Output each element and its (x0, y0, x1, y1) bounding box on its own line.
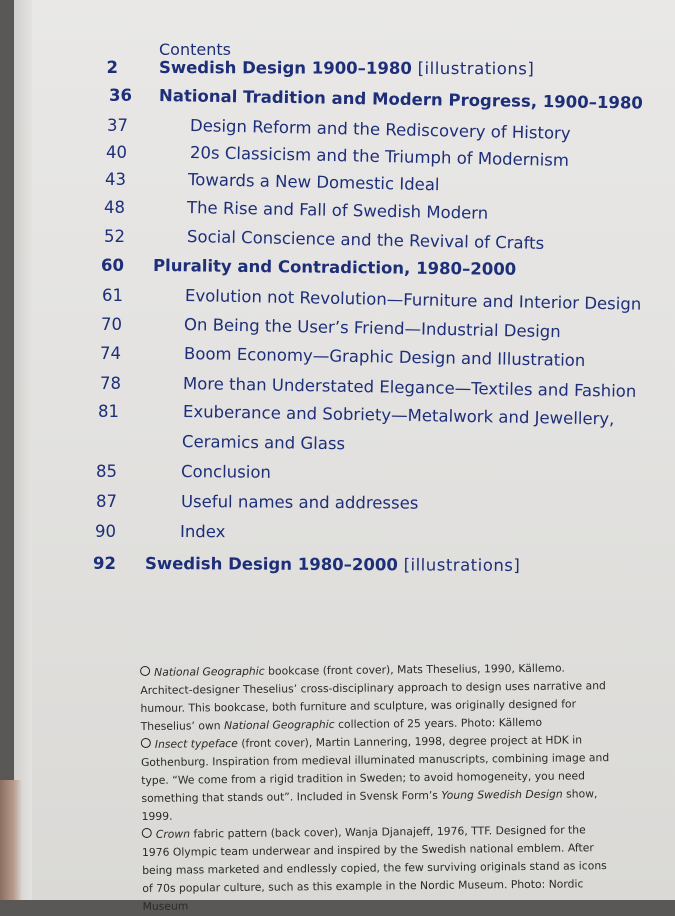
toc-page-number: 78 (100, 374, 121, 393)
toc-entry (14, 256, 675, 282)
toc-page-number: 2 (106, 58, 118, 77)
toc-entry-title: Exuberance and Sobriety—Metalwork and Jewellery, (182, 402, 615, 429)
toc-entry-title: More than Understated Elegance—Textiles and Fashion (182, 374, 637, 401)
toc-entry-title: Index (179, 522, 226, 542)
caption-text: (front cover), Martin Lannering, 1998, degree project at HDK in Gothenburg. Inspiration from medieval illuminated manuscripts, combining image and type. “We come from a rigid tradition in Sweden; to avoid homogeneity, you need something that stands out”. Included in Svensk Form’s (140, 733, 610, 805)
toc-entry-note: [illustrations] (411, 58, 535, 79)
toc-entry-title: The Rise and Fall of Swedish Modern (186, 198, 489, 223)
toc-entry-title: On Being the User’s Friend—Industrial Design (183, 315, 561, 342)
toc-entry (14, 402, 675, 428)
cover-captions (140, 659, 613, 916)
toc-page-number: 48 (104, 198, 125, 217)
toc-entry (14, 58, 675, 84)
toc-entry-note: [illustrations] (397, 555, 521, 575)
toc-entry (14, 116, 675, 142)
circle-bullet-icon (141, 738, 151, 748)
toc-entry-title: Swedish Design 1980–2000 [illustrations] (144, 554, 521, 575)
toc-entry-title: Ceramics and Glass (181, 432, 346, 454)
toc-page-number: 40 (106, 143, 127, 162)
caption-work-title: Crown (155, 827, 191, 841)
toc-page-number: 43 (105, 170, 126, 189)
toc-entry-title: Useful names and addresses (180, 492, 419, 513)
toc-entry (14, 522, 675, 548)
toc-entry (14, 462, 675, 488)
toc-entry-title: National Tradition and Modern Progress, 1900–1980 (158, 86, 644, 113)
toc-page-number: 36 (109, 86, 132, 105)
toc-entry-title: Plurality and Contradiction, 1980–2000 (152, 256, 517, 279)
caption-paragraph (142, 821, 613, 916)
toc-entry-title: Boom Economy—Graphic Design and Illustration (183, 344, 586, 371)
toc-page-number: 92 (93, 554, 116, 573)
contents-heading: Contents (159, 40, 231, 59)
toc-page-number: 37 (107, 116, 128, 135)
toc-entry-title: Towards a New Domestic Ideal (187, 170, 440, 195)
caption-text: show, 1999. (141, 787, 598, 823)
toc-page-number: 87 (96, 492, 117, 511)
table-of-contents (14, 0, 675, 600)
toc-page-number: 61 (102, 286, 123, 305)
toc-entry (14, 198, 675, 224)
caption-work-title: National Geographic (223, 717, 335, 733)
circle-bullet-icon (142, 828, 152, 838)
caption-text: bookcase (front cover), Mats Theselius, 1990, Källemo. Architect-designer Theselius’ cross-disciplinary approach to design uses narrative and humour. This bookcase, both furniture and sculpture, was originally designed for Theselius’ own (140, 661, 606, 733)
circle-bullet-icon (140, 666, 150, 676)
toc-page-number: 70 (101, 315, 122, 334)
toc-entry (14, 227, 675, 253)
toc-page-number: 52 (104, 227, 125, 246)
toc-entry (14, 86, 675, 112)
toc-entry (14, 286, 675, 312)
caption-work-title: Young Swedish Design (441, 787, 563, 802)
toc-entry-title: 20s Classicism and the Triumph of Modernism (189, 143, 570, 170)
toc-page-number: 74 (100, 344, 121, 363)
caption-work-title: Insect typeface (154, 736, 238, 751)
toc-entry (14, 432, 675, 458)
toc-entry (14, 554, 675, 580)
caption-paragraph (141, 731, 612, 826)
caption-work-title: National Geographic (154, 664, 265, 679)
toc-page-number: 60 (101, 256, 124, 275)
toc-entry (14, 170, 675, 196)
toc-entry (14, 374, 675, 400)
toc-entry (14, 492, 675, 518)
book-page (14, 0, 675, 913)
toc-entry-title: Swedish Design 1900–1980 [illustrations] (158, 58, 535, 79)
toc-page-number: 85 (96, 462, 117, 481)
toc-entry (14, 143, 675, 169)
toc-page-number: 81 (98, 402, 119, 421)
toc-entry (14, 344, 675, 370)
caption-paragraph (140, 659, 611, 736)
finger-shadow (0, 780, 22, 900)
caption-text: fabric pattern (back cover), Wanja Djanajeff, 1976, TTF. Designed for the 1976 Olympic team underwear and inspired by the Swedish national emblem. After being mass marketed and endlessly copied, the few surviving originals stand as icons of 70s popular culture, such as this example in the Nordic Museum. Photo: Nordic Museum (141, 823, 607, 913)
toc-entry-title: Conclusion (180, 462, 272, 482)
toc-entry-title: Design Reform and the Rediscovery of History (189, 116, 571, 143)
toc-entry (14, 315, 675, 341)
toc-page-number: 90 (95, 522, 116, 541)
toc-entry-title: Evolution not Revolution—Furniture and Interior Design (184, 286, 642, 314)
caption-text: collection of 25 years. Photo: Källemo (334, 715, 543, 731)
toc-entry-title: Social Conscience and the Revival of Crafts (186, 227, 545, 253)
